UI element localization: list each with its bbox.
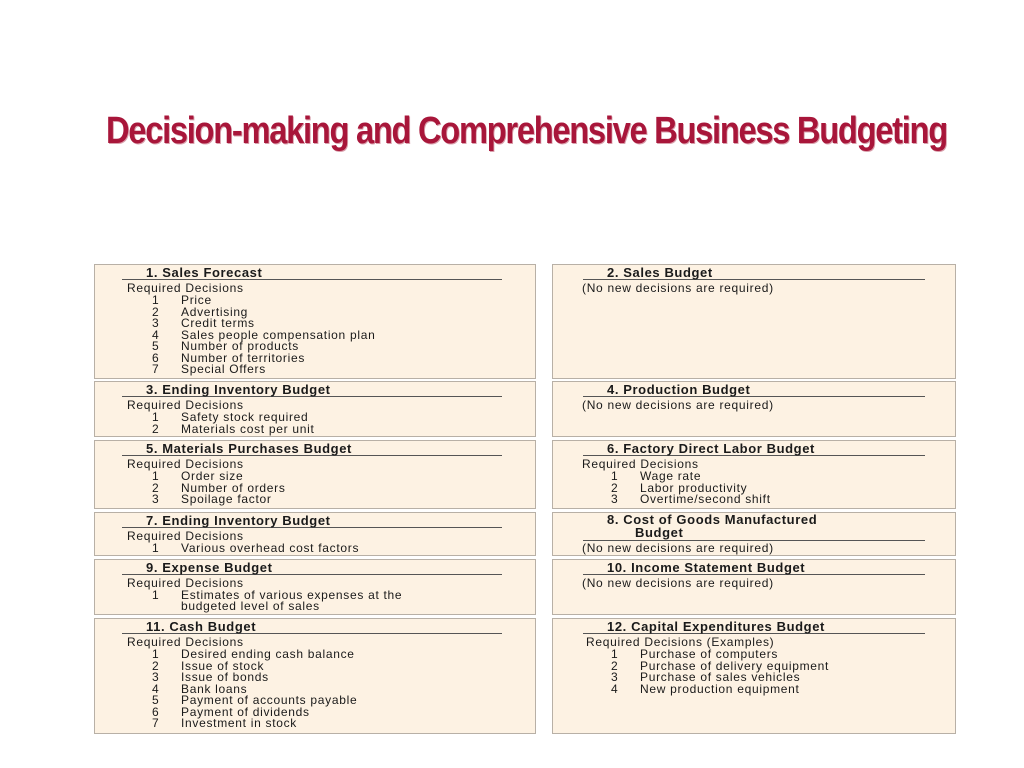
item-number: 3	[611, 670, 619, 684]
box-subheading: (No new decisions are required)	[582, 541, 774, 555]
box-heading	[122, 265, 502, 280]
box-subheading: (No new decisions are required)	[582, 576, 774, 590]
budget-box-6	[552, 440, 956, 509]
item-text: Price	[181, 293, 212, 307]
item-number: 7	[152, 362, 160, 376]
item-text: Estimates of various expenses at the	[181, 588, 403, 602]
box-subheading: Required Decisions	[127, 576, 244, 590]
box-subheading: (No new decisions are required)	[582, 398, 774, 412]
item-text: Various overhead cost factors	[181, 541, 360, 555]
item-text: Purchase of computers	[640, 647, 779, 661]
item-number: 3	[152, 670, 160, 684]
item-text: Safety stock required	[181, 410, 309, 424]
box-heading-text: 2. Sales Budget	[607, 265, 713, 280]
item-text: Order size	[181, 469, 244, 483]
box-heading	[122, 441, 502, 456]
item-text: Desired ending cash balance	[181, 647, 355, 661]
item-text: Special Offers	[181, 362, 266, 376]
item-text: Credit terms	[181, 316, 255, 330]
box-heading-text-line2: Budget	[635, 525, 684, 540]
budget-box-8	[552, 512, 956, 556]
item-text: Number of products	[181, 339, 299, 353]
box-heading	[122, 619, 502, 634]
box-subheading: Required Decisions	[127, 281, 244, 295]
item-number: 2	[611, 480, 619, 495]
box-subheading: Required Decisions	[127, 457, 244, 471]
item-number: 2	[152, 421, 160, 436]
item-number: 3	[152, 316, 160, 330]
item-text: Overtime/second shift	[640, 492, 771, 506]
item-text: Advertising	[181, 304, 249, 319]
item-text: Materials cost per unit	[181, 421, 315, 436]
budget-box-4	[552, 381, 956, 437]
box-heading-text: 6. Factory Direct Labor Budget	[607, 441, 815, 456]
item-text-continued: budgeted level of sales	[181, 598, 320, 613]
box-heading-text: 9. Expense Budget	[146, 560, 273, 575]
box-heading-text: 3. Ending Inventory Budget	[146, 382, 331, 397]
budget-box-3	[94, 381, 536, 437]
item-text: Number of territories	[181, 350, 306, 365]
item-number: 4	[611, 681, 619, 696]
box-heading	[583, 513, 925, 541]
item-text: Number of orders	[181, 480, 286, 495]
budget-box-12	[552, 618, 956, 734]
item-text: Labor productivity	[640, 480, 748, 495]
box-heading	[583, 265, 925, 280]
box-heading-text: 10. Income Statement Budget	[607, 560, 806, 575]
box-heading-text: 11. Cash Budget	[146, 619, 257, 634]
box-heading	[583, 382, 925, 397]
item-number: 1	[152, 541, 160, 555]
item-number: 1	[152, 647, 160, 661]
item-number: 6	[152, 704, 160, 719]
item-number: 2	[152, 304, 160, 319]
box-heading-text: 4. Production Budget	[607, 382, 751, 397]
box-heading	[122, 382, 502, 397]
box-heading-text: 1. Sales Forecast	[146, 265, 263, 280]
item-number: 1	[152, 588, 160, 602]
slide-title: Decision-making and Comprehensive Business Budgeting	[106, 110, 947, 152]
item-number: 1	[152, 293, 160, 307]
item-number: 5	[152, 693, 160, 707]
item-text: Issue of bonds	[181, 670, 269, 684]
box-subheading: (No new decisions are required)	[582, 281, 774, 295]
budget-box-10	[552, 559, 956, 615]
budget-box-9	[94, 559, 536, 615]
item-number: 2	[152, 658, 160, 673]
box-subheading: Required Decisions	[582, 457, 699, 471]
item-number: 3	[611, 492, 619, 506]
item-number: 1	[152, 469, 160, 483]
item-text: Sales people compensation plan	[181, 327, 376, 342]
item-number: 4	[152, 681, 160, 696]
box-heading	[583, 441, 925, 456]
item-text: Bank loans	[181, 681, 248, 696]
box-heading-text: 8. Cost of Goods Manufactured	[607, 512, 818, 527]
box-heading	[122, 560, 502, 575]
budget-box-1	[94, 264, 536, 379]
item-number: 2	[611, 658, 619, 673]
item-text: Payment of accounts payable	[181, 693, 358, 707]
box-heading-text: 12. Capital Expenditures Budget	[607, 619, 825, 634]
item-text: Issue of stock	[181, 658, 265, 673]
item-number: 1	[152, 410, 160, 424]
item-number: 6	[152, 350, 160, 365]
item-number: 3	[152, 492, 160, 506]
budget-box-7	[94, 512, 536, 556]
box-heading	[122, 513, 502, 528]
item-number: 1	[611, 469, 619, 483]
item-text: Payment of dividends	[181, 704, 310, 719]
item-text: New production equipment	[640, 681, 800, 696]
box-subheading: Required Decisions	[127, 398, 244, 412]
box-heading	[583, 619, 925, 634]
box-subheading: Required Decisions (Examples)	[586, 635, 775, 649]
item-text: Purchase of sales vehicles	[640, 670, 801, 684]
item-text: Investment in stock	[181, 716, 298, 730]
item-text: Spoilage factor	[181, 492, 272, 506]
box-heading-text: 7. Ending Inventory Budget	[146, 513, 331, 528]
budget-box-2	[552, 264, 956, 379]
box-subheading: Required Decisions	[127, 635, 244, 649]
box-subheading: Required Decisions	[127, 529, 244, 543]
box-heading	[583, 560, 925, 575]
item-number: 7	[152, 716, 160, 730]
item-number: 1	[611, 647, 619, 661]
budget-box-5	[94, 440, 536, 509]
item-number: 5	[152, 339, 160, 353]
item-number: 2	[152, 480, 160, 495]
budget-box-11	[94, 618, 536, 734]
item-text: Purchase of delivery equipment	[640, 658, 830, 673]
item-number: 4	[152, 327, 160, 342]
item-text: Wage rate	[640, 469, 702, 483]
box-heading-text: 5. Materials Purchases Budget	[146, 441, 352, 456]
